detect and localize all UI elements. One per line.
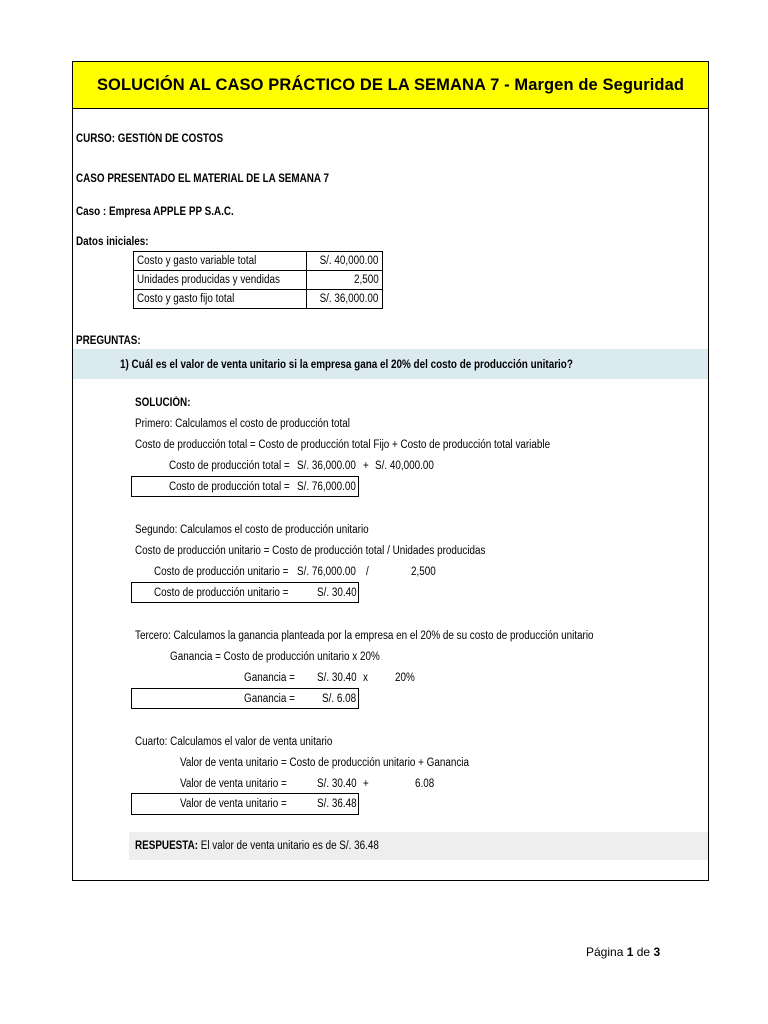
step2-calc-a: S/. 76,000.00 <box>297 566 356 578</box>
step1-calc-op: + <box>363 460 369 472</box>
step3-calc-b: 20% <box>395 672 415 684</box>
answer-label: RESPUESTA: <box>135 840 199 852</box>
table-cell-label: Unidades producidas y vendidas <box>137 274 280 286</box>
table-row <box>134 252 383 271</box>
step1-result-value: S/. 76,000.00 <box>297 481 356 493</box>
table-cell-value: 2,500 <box>353 274 379 286</box>
step3-formula: Ganancia = Costo de producción unitario x 20% <box>170 651 380 663</box>
step4-title: Cuarto: Calculamos el valor de venta unitario <box>135 736 333 748</box>
step1-calc-b: S/. 40,000.00 <box>375 460 434 472</box>
questions-label: PREGUNTAS: <box>76 335 141 347</box>
initial-data-label: Datos iniciales: <box>76 236 149 248</box>
step1-calc-a: S/. 36,000.00 <box>297 460 356 472</box>
step4-result-label: Valor de venta unitario = <box>180 798 287 810</box>
answer <box>135 839 379 853</box>
step3-title: Tercero: Calculamos la ganancia planteada por la empresa en el 20% de su costo de producción unitario <box>135 630 594 642</box>
step1-title: Primero: Calculamos el costo de producción total <box>135 418 350 430</box>
table-cell-value: S/. 40,000.00 <box>319 255 379 267</box>
of-word: de <box>636 945 651 959</box>
table-row <box>134 290 383 309</box>
worksheet-page <box>72 61 709 881</box>
step4-calc-a: S/. 30.40 <box>317 778 357 790</box>
step3-calc-op: x <box>363 672 368 684</box>
step1-formula: Costo de producción total = Costo de producción total Fijo + Costo de producción total variable <box>135 439 551 451</box>
answer-text: El valor de venta unitario es de S/. 36.48 <box>198 840 379 852</box>
table-row <box>134 271 383 290</box>
initial-data-table <box>133 251 383 309</box>
step4-calc-label: Valor de venta unitario = <box>180 778 287 790</box>
step2-title: Segundo: Calculamos el costo de producción unitario <box>135 524 369 536</box>
table-cell-value: S/. 36,000.00 <box>319 293 379 305</box>
table-cell-label: Costo y gasto fijo total <box>137 293 235 305</box>
step3-calc-label: Ganancia = <box>244 672 295 684</box>
step4-formula: Valor de venta unitario = Costo de producción unitario + Ganancia <box>180 757 470 769</box>
case-name: Caso : Empresa APPLE PP S.A.C. <box>76 206 234 218</box>
table-cell-label: Costo y gasto variable total <box>137 255 257 267</box>
step2-formula: Costo de producción unitario = Costo de producción total / Unidades producidas <box>135 545 486 557</box>
step3-result-label: Ganancia = <box>244 693 295 705</box>
step3-result-value: S/. 6.08 <box>322 693 357 705</box>
step2-result-label: Costo de producción unitario = <box>154 587 289 599</box>
step2-result-value: S/. 30.40 <box>317 587 357 599</box>
page-word: Página <box>586 945 624 959</box>
step4-calc-op: + <box>363 778 369 790</box>
page-footer <box>586 945 660 959</box>
question-1: 1) Cuál es el valor de venta unitario si la empresa gana el 20% del costo de producción unitario? <box>120 359 573 371</box>
case-intro: CASO PRESENTADO EL MATERIAL DE LA SEMANA 7 <box>76 173 329 185</box>
step4-calc-b: 6.08 <box>415 778 435 790</box>
step4-result-value: S/. 36.48 <box>317 798 357 810</box>
title-banner <box>73 62 708 109</box>
page-current: 1 <box>626 945 634 959</box>
page-title: SOLUCIÓN AL CASO PRÁCTICO DE LA SEMANA 7 - Margen de Seguridad <box>96 75 685 94</box>
step3-calc-a: S/. 30.40 <box>317 672 357 684</box>
step2-calc-label: Costo de producción unitario = <box>154 566 289 578</box>
step2-calc-op: / <box>366 566 369 578</box>
course-label: CURSO: GESTIÓN DE COSTOS <box>76 133 224 145</box>
step1-result-label: Costo de producción total = <box>169 481 290 493</box>
step2-calc-b: 2,500 <box>411 566 436 578</box>
solution-label: SOLUCIÓN: <box>135 397 191 409</box>
step1-calc-label: Costo de producción total = <box>169 460 290 472</box>
page-total: 3 <box>653 945 661 959</box>
